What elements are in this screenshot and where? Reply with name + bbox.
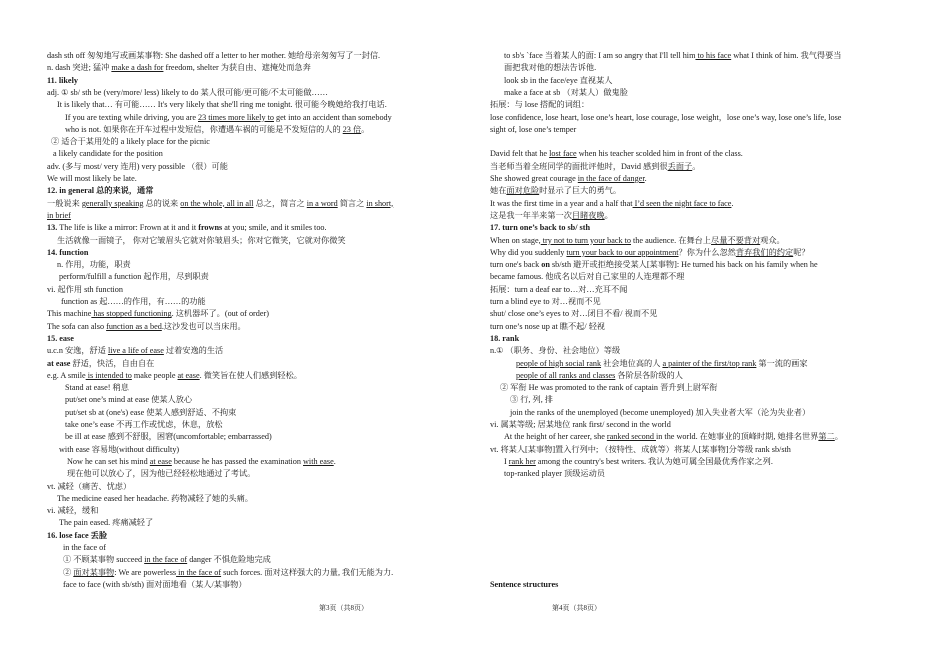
underlined-text: has stopped functioning: [91, 309, 172, 319]
text-line: [47, 505, 98, 517]
text-line: [57, 493, 253, 505]
text-run: The medicine eased her headache. 药物减轻了她的头痛。: [57, 493, 253, 503]
text-run: put/set sb at (one's) ease 使某人感到舒适、不拘束: [65, 407, 237, 417]
text-run: 。: [361, 124, 370, 134]
text-run: when his teacher scolded him in front of the class.: [576, 149, 743, 159]
text-run: The life is like a mirror: Frown at it and it: [59, 223, 199, 233]
text-run: 面把我对他的想法告诉他.: [504, 63, 597, 73]
text-line: [63, 567, 393, 579]
underlined-text: with ease: [303, 456, 334, 466]
text-run: .: [731, 198, 734, 208]
text-run: make a face at sb （对某人）做鬼脸: [504, 87, 628, 97]
text-run: lose confidence, lose heart, lose one’s heart, lose courage, lose weight，lose one’s way, lose one’s life, lose: [490, 112, 842, 122]
text-run: put/set one’s mind at ease 使某人放心: [65, 395, 193, 405]
text-line: [490, 185, 621, 197]
underlined-text: a painter of the first/top rank: [662, 358, 757, 368]
text-run: freedom, shelter 为获自由、遮掩处而急奔: [163, 63, 311, 73]
underlined-text: live a life of ease: [107, 346, 164, 356]
text-run: 一般说来: [47, 198, 82, 208]
text-run: ② 适合于某用处的 a likely place for the picnic: [51, 137, 210, 147]
text-run: 拓展：turn a deaf ear to…对…充耳不闻: [490, 284, 628, 294]
bold-text: Sentence structures: [490, 579, 559, 589]
text-run: take one’s ease 不再工作或忧虑，休息，放松: [65, 420, 223, 429]
text-run: The pain eased. 疼痛减轻了: [59, 518, 154, 528]
text-run: n. dash 突进; 猛冲: [47, 63, 112, 73]
text-run: be ill at ease 感到不舒服，困窘(uncomfortable; embarrassed): [65, 432, 272, 442]
text-run: ① 不顾某事物 succeed: [63, 555, 145, 565]
underlined-text: 面对某事物: [73, 567, 115, 577]
text-run: 她在: [490, 186, 507, 196]
text-run: join the ranks of the unemployed (become unemployed) 加入失业者大军（沦为失业者）: [510, 407, 811, 417]
text-line: [59, 271, 209, 283]
bold-text: on: [541, 260, 550, 270]
bold-text: 18. rank: [490, 333, 520, 343]
text-run: 呢？: [793, 247, 810, 257]
underlined-text: to his face: [695, 51, 732, 60]
text-run: to sb's `face 当着某人的面: I am so angry that I'll tell him: [504, 51, 696, 60]
text-line: [63, 542, 106, 554]
text-run: 总之，简言之: [253, 198, 307, 208]
bold-text: 15. ease: [47, 333, 74, 343]
text-line: [47, 87, 328, 99]
text-line: [47, 370, 302, 382]
text-line: [490, 148, 743, 160]
underlined-text: 目睹夜晚: [571, 210, 605, 220]
text-line: [51, 136, 210, 148]
text-run: what I think of him. 我气得要当: [731, 51, 842, 60]
underlined-text: rank her: [508, 456, 536, 466]
text-run: in the world. 在她事业的顶峰时期, 她排名世界: [656, 432, 819, 442]
text-line: [65, 112, 392, 124]
underlined-text: 23 倍: [342, 124, 362, 134]
text-run: a likely candidate for the position: [53, 149, 163, 159]
underlined-text: people of all ranks and classes: [516, 370, 616, 380]
underlined-text: generally speaking: [81, 198, 144, 208]
text-run: sb/sth 避开或拒绝接受某人[某事物]: He turned his back on his family when he: [549, 260, 818, 270]
text-run: 。: [604, 210, 613, 220]
underlined-text: in short,: [366, 198, 394, 208]
text-run: 生活就像一面镜子， 你对它皱眉头它就对你皱眉头；你对它微笑，它就对你微笑: [57, 235, 346, 245]
text-run: the audience. 在舞台上: [630, 235, 712, 245]
text-run: I: [504, 456, 509, 466]
text-line: [516, 370, 683, 382]
text-run: face to face (with sb/sth) 面对面地看（某人/某事物）: [63, 579, 247, 589]
underlined-text: is intended to: [85, 370, 132, 380]
text-run: turn one's back: [490, 260, 542, 270]
text-run: with ease 容易地(without difficulty): [59, 444, 180, 454]
text-line: [57, 259, 131, 271]
text-line: [47, 247, 88, 259]
text-run: 。: [834, 432, 843, 442]
text-run: shut/ close one’s eyes to 对…闭目不看/ 视而不见: [490, 309, 658, 319]
bold-text: 11. likely: [47, 75, 78, 85]
text-line: [61, 296, 206, 308]
text-run: among the country's best writers. 我认为她可属全国最优秀作家之列.: [535, 456, 773, 466]
text-line: [490, 222, 590, 234]
text-run: We will most likely be late.: [47, 174, 137, 183]
text-run: vt. 将某人[某事物]置入行列中; （按特性、成就等）将某人[某事物]分等级 rank sb/sth: [490, 444, 791, 454]
text-run: sight of, lose one’s temper: [490, 124, 577, 134]
underlined-text: make a dash for: [111, 63, 164, 73]
text-line: [490, 99, 589, 111]
text-run: e.g. A smile: [47, 370, 86, 380]
text-line: [47, 284, 123, 296]
text-line: [65, 407, 236, 419]
text-line: [490, 333, 519, 345]
underlined-text: in brief: [47, 210, 71, 220]
text-run: look sb in the face/eye 直视某人: [504, 75, 613, 85]
text-line: [490, 345, 620, 357]
page-footer-right: 第4页（共8页）: [552, 604, 601, 612]
text-run: 总的说来: [143, 198, 181, 208]
text-line: [490, 296, 601, 308]
text-line: [504, 50, 841, 62]
text-run: Now he can set his mind: [67, 456, 150, 466]
text-run: 舒适，快活，自由自在: [70, 358, 155, 368]
text-run: n.① （职务、身份、社会地位）等级: [490, 346, 621, 356]
text-run: . 这机器坏了。(out of order): [171, 309, 269, 319]
text-run: David felt that he: [490, 149, 550, 159]
text-run: function as 起……的作用，有……的功能: [61, 297, 206, 306]
bold-text: frowns: [198, 223, 223, 233]
text-run: ？你为什么忽然: [678, 247, 736, 257]
text-run: 第一流的画家: [756, 358, 808, 368]
underlined-text: in the face of: [144, 555, 188, 565]
text-line: [57, 235, 346, 247]
text-line: [63, 579, 247, 591]
text-run: At the height of her career, she: [504, 432, 607, 442]
text-line: [59, 444, 179, 456]
text-line: [65, 124, 369, 136]
underlined-text: 面对危险: [506, 186, 540, 196]
text-line: [490, 173, 647, 185]
text-run: perform/fulfill a function 起作用，尽到职责: [59, 272, 209, 282]
text-line: [490, 308, 657, 320]
text-run: dash sth off 匆匆地写或画某事物: She dashed off a letter to her mother. 她给母亲匆匆写了一封信.: [47, 51, 381, 60]
text-run: because he has passed the examination: [171, 456, 304, 466]
text-line: [504, 456, 773, 468]
underlined-text: 尽量不要背对: [711, 235, 761, 245]
text-run: 简言之: [337, 198, 367, 208]
text-run: 现在他可以放心了，因为他已经轻松地通过了考试。: [67, 469, 256, 479]
text-run: get into an accident than somebody: [273, 112, 392, 122]
text-run: such forces. 面对这样强大的力量, 我们无能为力.: [221, 567, 394, 577]
text-run: She showed great courage: [490, 174, 578, 183]
text-line: [490, 419, 671, 431]
text-run: in the face of: [63, 543, 106, 552]
text-line: [65, 431, 272, 443]
text-run: vi. 起作用 sth function: [47, 284, 123, 294]
bold-text: at ease: [47, 358, 71, 368]
text-run: When on stage,: [490, 235, 541, 245]
text-run: 观众。: [760, 235, 785, 245]
text-run: 时显示了巨大的勇气。: [539, 186, 622, 196]
text-line: [47, 222, 327, 234]
text-line: [490, 124, 576, 136]
text-line: [47, 75, 78, 87]
underlined-text: in a word: [306, 198, 338, 208]
underlined-text: ranked second: [606, 432, 656, 442]
text-line: [47, 358, 154, 370]
bold-text: 17. turn one’s back to sb/ sth: [490, 223, 591, 233]
text-run: .: [333, 456, 336, 466]
underlined-text: people of high social rank: [516, 358, 602, 368]
bold-text: 14. function: [47, 247, 89, 257]
text-run: who is not. 如果你在开车过程中发短信，你遭遇车祸的可能是不发短信的人的: [65, 124, 343, 134]
text-run: at you; smile, and it smiles too.: [222, 223, 327, 233]
text-line: [47, 62, 311, 74]
text-run: This machine: [47, 309, 92, 319]
text-run: ③ 行, 列, 排: [510, 395, 553, 405]
text-run: ②: [63, 567, 74, 577]
text-line: [490, 284, 627, 296]
text-line: [47, 198, 393, 210]
text-line: [490, 247, 810, 259]
underlined-text: in the face of danger: [577, 174, 645, 183]
underlined-text: on the whole, all in all: [180, 198, 254, 208]
text-line: [47, 308, 269, 320]
underlined-text: in the face of: [176, 567, 222, 577]
text-line: [47, 333, 74, 345]
underlined-text: function as a bed: [106, 321, 162, 331]
underlined-text: try not to turn your back to: [540, 235, 631, 245]
text-line: [490, 444, 791, 456]
underlined-text: 背弃我们的约定: [735, 247, 794, 257]
text-run: It is likely that… 有可能…… It's very likely that she'll ring me tonight. 很可能今晚她给我打电话.: [57, 100, 387, 110]
text-run: vi. 属某等级; 居某地位 rank first/ second in the world: [490, 420, 671, 429]
text-line: [47, 210, 71, 222]
underlined-text: I’d seen the night face to face: [632, 198, 732, 208]
text-line: [510, 394, 553, 406]
text-run: adj. ① sb/ sth be (very/more/ less) likely to do 某人很可能/更可能/不太可能做……: [47, 87, 328, 97]
text-line: [57, 99, 387, 111]
text-line: [490, 161, 700, 173]
text-run: .这沙发也可以当床用。: [161, 321, 246, 331]
underlined-text: 丢面子: [667, 161, 693, 171]
text-run: 过着安逸的生活: [163, 346, 224, 356]
text-line: [504, 62, 596, 74]
underlined-text: at ease: [177, 370, 200, 380]
text-run: turn one’s nose up at 瞧不起/ 轻视: [490, 321, 606, 331]
underlined-text: turn your back to our appointment: [566, 247, 679, 257]
text-run: . 微笑旨在使人们感到轻松。: [199, 370, 302, 380]
text-line: [516, 358, 808, 370]
text-run: 各阶层各阶级的人: [615, 370, 683, 380]
text-run: 拓展：与 lose 搭配的词组：: [490, 100, 590, 110]
text-line: [490, 112, 841, 124]
text-run: Stand at ease! 稍息: [65, 383, 129, 393]
text-run: vi. 减轻，缓和: [47, 506, 99, 516]
underlined-text: lost face: [549, 149, 577, 159]
text-run: top-ranked player 顶级运动员: [504, 469, 605, 479]
text-run: 当老师当着全班同学的面批评他时，David 感到很: [490, 161, 668, 171]
text-run: If you are texting while driving, you are: [65, 112, 199, 122]
text-run: adv. (多与 most/ very 连用) very possible （很）可能: [47, 161, 228, 171]
bold-text: 13.: [47, 223, 60, 233]
text-line: [47, 173, 137, 185]
text-line: [490, 235, 785, 247]
underlined-text: 23 times more likely to: [198, 112, 274, 122]
text-line: [65, 382, 129, 394]
text-line: [490, 579, 558, 591]
text-line: [59, 517, 153, 529]
text-run: danger 不惧危险地完成: [187, 555, 271, 565]
text-run: n. 作用，功能，职责: [57, 260, 131, 270]
text-line: [504, 431, 843, 443]
underlined-text: at ease: [149, 456, 172, 466]
text-line: [67, 468, 255, 480]
text-line: [490, 321, 605, 333]
text-line: [47, 345, 223, 357]
text-run: 。: [692, 161, 701, 171]
underlined-text: 第二: [818, 432, 835, 442]
text-line: [47, 185, 153, 197]
text-run: .: [644, 174, 647, 183]
text-run: The sofa can also: [47, 321, 107, 331]
text-run: u.c.n 安逸，舒适: [47, 346, 108, 356]
text-line: [490, 271, 684, 283]
text-line: [47, 481, 131, 493]
text-line: [490, 210, 613, 222]
text-run: Why did you suddenly: [490, 247, 567, 257]
text-line: [504, 75, 612, 87]
text-line: [65, 419, 223, 431]
text-run: vt. 减轻（痛苦、忧虑）: [47, 481, 132, 491]
text-line: [65, 394, 192, 406]
text-run: 社会地位高的人: [601, 358, 663, 368]
text-line: [47, 530, 107, 542]
text-line: [510, 407, 810, 419]
text-line: [47, 50, 380, 62]
text-line: [490, 198, 733, 210]
text-line: [504, 87, 628, 99]
text-line: [47, 161, 228, 173]
text-run: : We are powerless: [114, 567, 177, 577]
text-line: [47, 321, 246, 333]
text-run: 这是我一年半来第一次: [490, 210, 572, 220]
text-run: became famous. 他成名以后对自己家里的人连理都不理: [490, 272, 685, 282]
text-line: [490, 259, 818, 271]
text-run: make people: [131, 370, 178, 380]
text-line: [500, 382, 717, 394]
bold-text: 12. in general 总的来说，通常: [47, 186, 154, 196]
text-run: turn a blind eye to 对…视而不见: [490, 297, 601, 306]
bold-text: 16. lose face 丢脸: [47, 530, 108, 540]
page-footer-left: 第3页（共8页）: [319, 604, 368, 612]
text-line: [504, 468, 605, 480]
text-run: ② 军衔 He was promoted to the rank of captain 晋升到上尉军衔: [500, 383, 718, 393]
text-line: [67, 456, 336, 468]
text-line: [63, 554, 271, 566]
text-line: [53, 148, 163, 160]
text-run: It was the first time in a year and a half that: [490, 198, 633, 208]
